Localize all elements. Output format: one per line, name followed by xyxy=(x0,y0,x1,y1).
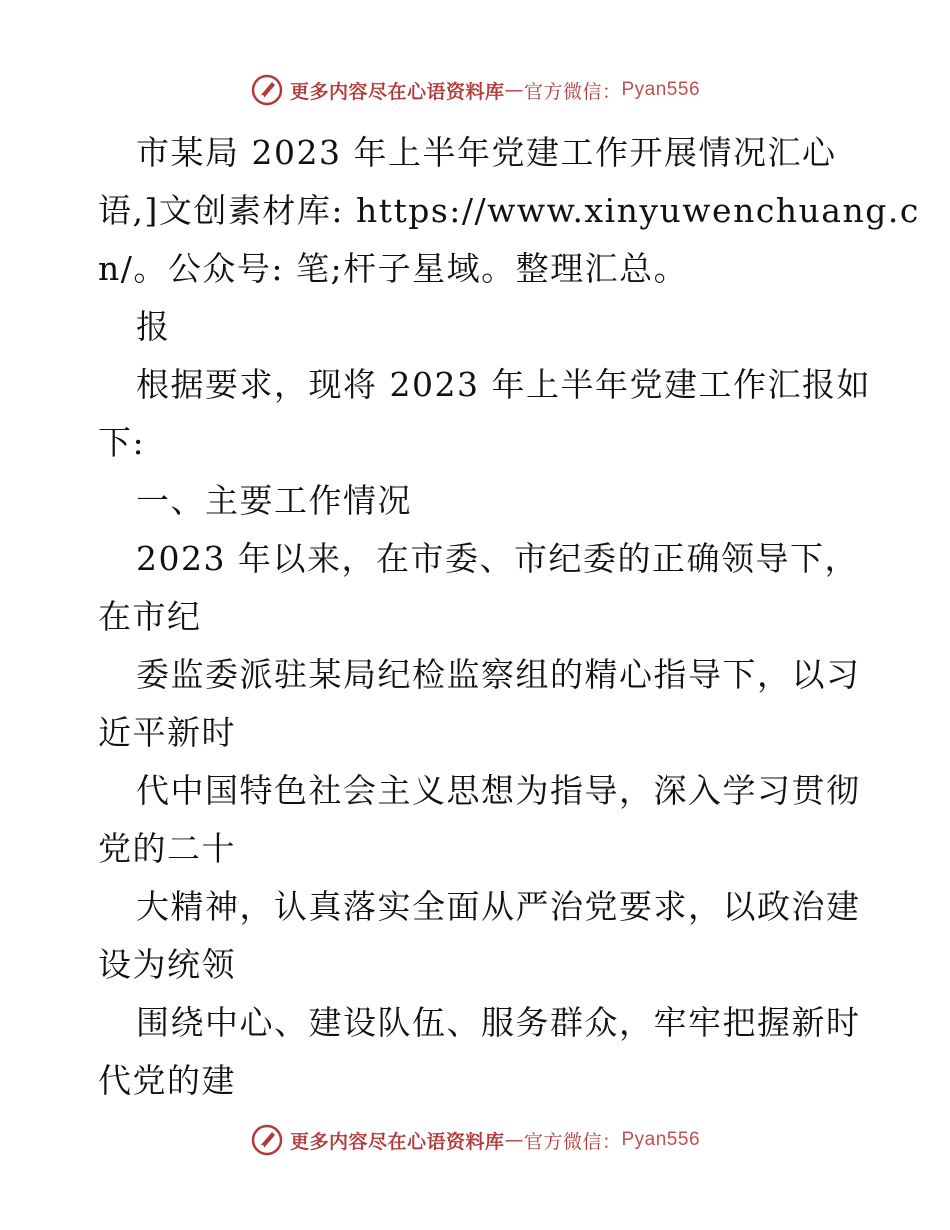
body-line: 根据要求，现将 2023 年上半年党建工作汇报如 xyxy=(136,365,871,404)
banner-wechat-id: Pyan556 xyxy=(621,1129,701,1150)
banner-official-label: 官方微信： xyxy=(523,80,622,103)
body-line: n/。公众号: 笔;杆子星域。整理汇总。 xyxy=(98,249,689,288)
body-line: 党的二十 xyxy=(98,829,236,868)
body-line: 近平新时 xyxy=(98,713,236,752)
body-line: 报 xyxy=(136,307,171,346)
body-line: 设为统领 xyxy=(98,945,236,984)
body-line: 委监委派驻某局纪检监察组的精心指导下，以习 xyxy=(136,655,861,694)
body-line: 2023 年以来，在市委、市纪委的正确领导下， xyxy=(136,539,859,578)
document-body xyxy=(98,124,920,1110)
body-line: 下: xyxy=(98,423,146,462)
body-line: 语,]文创素材库: https://www.xinyuwenchuang.c xyxy=(98,191,920,230)
body-line: 在市纪 xyxy=(98,597,202,636)
banner-official-label: 官方微信： xyxy=(523,1130,622,1153)
banner-brand: 更多内容尽在心语资料库 xyxy=(289,80,505,103)
banner-separator: — xyxy=(504,1129,524,1151)
logo-icon xyxy=(250,1123,284,1157)
body-line: 围绕中心、建设队伍、服务群众，牢牢把握新时 xyxy=(136,1003,861,1042)
banner-brand: 更多内容尽在心语资料库 xyxy=(289,1130,505,1153)
body-line: 市某局 2023 年上半年党建工作开展情况汇心 xyxy=(136,133,837,172)
banner-separator: — xyxy=(504,79,524,101)
banner-wechat-id: Pyan556 xyxy=(621,79,701,100)
body-line: 大精神，认真落实全面从严治党要求，以政治建 xyxy=(136,887,861,926)
logo-icon xyxy=(250,73,284,107)
footer-banner xyxy=(0,1120,950,1160)
section-heading: 一、主要工作情况 xyxy=(136,481,412,520)
header-banner xyxy=(0,70,950,110)
body-line: 代党的建 xyxy=(98,1061,236,1100)
body-line: 代中国特色社会主义思想为指导，深入学习贯彻 xyxy=(136,771,861,810)
